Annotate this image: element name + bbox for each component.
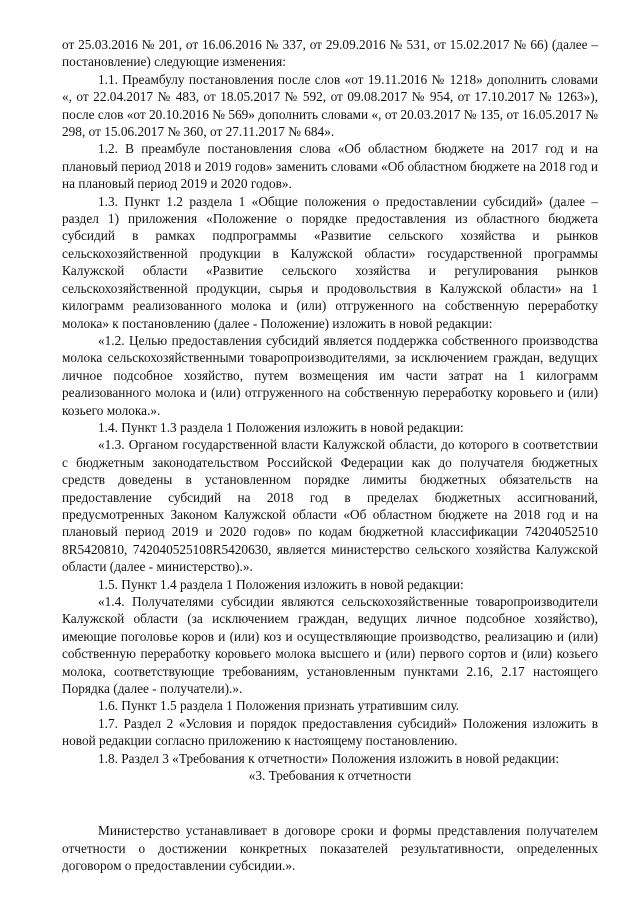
paragraph-1-1: 1.1. Преамбулу постановления после слов «от 19.11.2016 № 1218» дополнить словами «, от 22.04.2017 № 483, от 18.05.2017 № 592, от 09.08.2017 № 954, от 17.10.2017 № 1263»), после слов «от 20.10.2016 № 569» дополнить словами «, от 20.03.2017 № 135, от 16.05.2017 № 298, от 15.06.2017 № 360, от 27.11.2017 № 684». xyxy=(62,71,598,140)
quote-1-2: «1.2. Целью предоставления субсидий является поддержка собственного производства молока сельскохозяйственными товаропроизводителями, за исключением граждан, ведущих личное подсобное хозяйство, путем возмещения им части затрат на 1 килограмм реализованного молока и (или) отгруженного на собственную переработку коровьего и (или) козьего молока.». xyxy=(62,332,598,418)
paragraph-1-2: 1.2. В преамбуле постановления слова «Об областном бюджете на 2017 год и на плановый период 2018 и 2019 годов» заменить словами «Об областном бюджете на 2018 год и на плановый период 2019 и 2020 годов». xyxy=(62,141,598,192)
paragraph-1-7: 1.7. Раздел 2 «Условия и порядок предоставления субсидий» Положения изложить в новой редакции согласно приложению к настоящему постановлению. xyxy=(62,715,598,749)
paragraph-intro: от 25.03.2016 № 201, от 16.06.2016 № 337, от 29.09.2016 № 531, от 15.02.2017 № 66) (далее – постановление) следующие изменения: xyxy=(62,37,598,70)
quote-1-3: «1.3. Органом государственной власти Калужской области, до которого в соответствии с бюджетным законодательством Российской Федерации как до получателя бюджетных средств доведены в установленном порядке лимиты бюджетных обязательств на предоставление субсидий на 2018 год в пределах бюджетных ассигнований, предусмотренных Законом Калужской области «Об областном бюджете на 2018 год и на плановый период 2019 и 2020 годов» по кодам бюджетной классификации 74204052510​8R5420810, 742040525108R5420630, является министерство сельского хозяйства Калужской области (далее - министерство).». xyxy=(62,437,598,575)
paragraph-1-6: 1.6. Пункт 1.5 раздела 1 Положения признать утратившим силу. xyxy=(98,698,460,714)
quote-1-4: «1.4. Получателями субсидии являются сельскохозяйственные товаропроизводители Калужской области (за исключением граждан, ведущих личное подсобное хозяйство), имеющие поголовье коров и (или) коз и осуществляющие производство, реализацию и (или) собственную переработку коровьего молока высшего и (или) первого сортов и (или) козьего молока, соответствующие требованиям, установленным пунктами 2.16, 2.17 настоящего Порядка (далее - получатели).». xyxy=(62,594,598,697)
paragraph-1-8: 1.8. Раздел 3 «Требования к отчетности» Положения изложить в новой редакции: xyxy=(98,750,560,766)
paragraph-1-3: 1.3. Пункт 1.2 раздела 1 «Общие положения о предоставлении субсидий» (далее – раздел 1) приложения «Положение о порядке предоставления из областного бюджета субсидий в рамках подпрограммы «Развитие сельского хозяйства и рынков сельскохозяйственной продукции в Калужской области» государственной программы Калужской области «Развитие сельского хозяйства и регулирования рынков сельскохозяйственной продукции, сырья и продовольствия в Калужской области» на 1 килограмм реализованного молока и (или) отгруженного на собственную переработку молока» к постановлению (далее - Положение) изложить в новой редакции: xyxy=(62,193,598,331)
paragraph-1-5: 1.5. Пункт 1.4 раздела 1 Положения изложить в новой редакции: xyxy=(98,576,464,592)
spacer xyxy=(62,784,598,822)
paragraph-1-4: 1.4. Пункт 1.3 раздела 1 Положения изложить в новой редакции: xyxy=(98,419,464,435)
paragraph-reporting: Министерство устанавливает в договоре сроки и формы представления получателем отчетности о достижении конкретных показателей результативности, определенных договором о предоставлении субсидии.». xyxy=(62,823,598,874)
section-heading: «3. Требования к отчетности xyxy=(248,768,412,784)
